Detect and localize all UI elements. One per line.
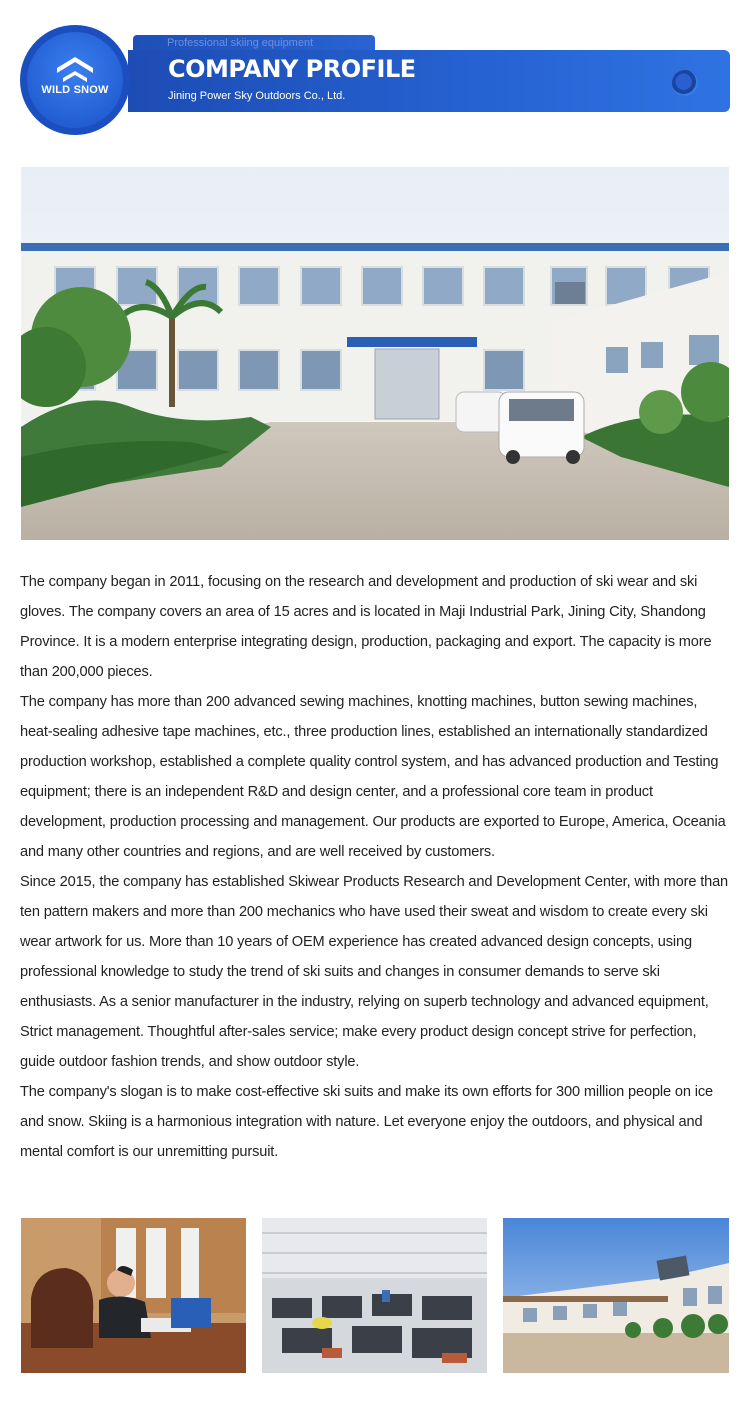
- sewing-workshop-photo: [262, 1218, 487, 1373]
- company-name: Jining Power Sky Outdoors Co., Ltd.: [168, 90, 346, 102]
- factory-building-photo: [21, 167, 729, 540]
- paragraph-slogan: The company's slogan is to make cost-effective ski suits and make its own efforts for 300 million people on ice and snow. Skiing is a harmonious integration with nature. Let everyone enjoy the outdoors, and physical and mental comfort is our unremitting pursuit.: [20, 1084, 713, 1160]
- paragraph-history: The company began in 2011, focusing on the research and development and production of ski wear and ski gloves. The company covers an area of 15 acres and is located in Maji Industrial Park, Jining City, Shandong Province. It is a modern enterprise integrating design, production, packaging and export. The capacity is more than 200,000 pieces.: [20, 574, 712, 680]
- mountain-chevron-icon: [53, 54, 97, 84]
- company-description: [20, 567, 732, 1167]
- title-bar: [128, 50, 730, 112]
- tagline-text: Professional skiing equipment: [167, 37, 314, 49]
- logo-text: WILD SNOW: [41, 84, 109, 96]
- page-title: COMPANY PROFILE: [168, 55, 416, 83]
- header-banner: [0, 0, 750, 150]
- factory-exterior-photo: [503, 1218, 729, 1373]
- decorative-dot-icon: [672, 70, 698, 96]
- paragraph-rnd: Since 2015, the company has established Skiwear Products Research and Development Center, with more than ten pattern makers and more than 200 mechanics who have used their sweat and wisdom to create every ski wear artwork for us. More than 10 years of OEM experience has created advanced design concepts, using professional knowledge to study the trend of ski suits and changes in consumer demands to serve ski enthusiasts. As a senior manufacturer in the industry, relying on superb technology and advanced equipment, Strict management. Thoughtful after-sales service; make every product design concept strive for perfection, guide outdoor fashion trends, and show outdoor style.: [20, 874, 729, 1070]
- office-photo: [21, 1218, 246, 1373]
- paragraph-equipment: The company has more than 200 advanced sewing machines, knotting machines, button sewing machines, heat-sealing adhesive tape machines, etc., three production lines, established an internationally standardized production workshop, established a complete quality control system, and has advanced production and Testing equipment; there is an independent R&D and design center, and a professional core team in product development, production processing and management. Our products are exported to Europe, America, Oceania and many other countries and regions, and are well received by customers.: [20, 694, 726, 860]
